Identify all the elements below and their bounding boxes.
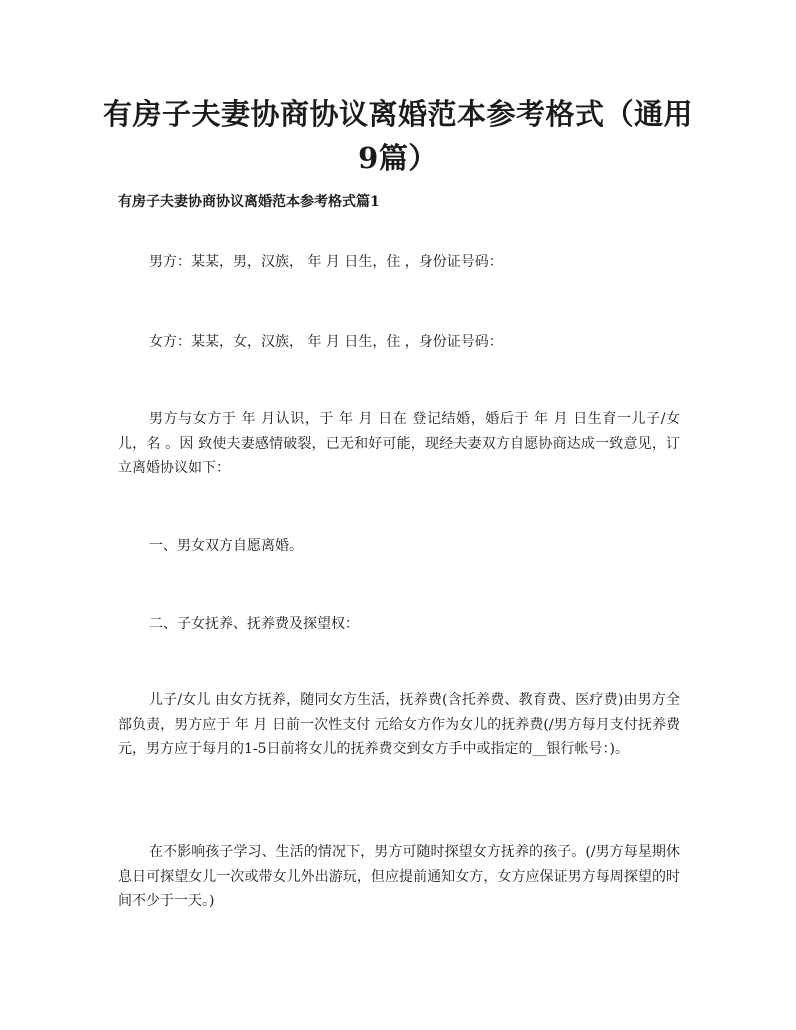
- paragraph-clause-1: 一、男女双方自愿离婚。: [149, 538, 303, 554]
- paragraph-visitation: 在不影响孩子学习、生活的情况下，男方可随时探望女方抚养的孩子。(/男方每星期休息日可探望女儿一次或带女儿外出游玩，但应提前通知女方，女方应保证男方每周探望的时间不少于一天。): [118, 844, 680, 909]
- paragraph-male-party: 男方：某某，男，汉族， 年 月 日生，住 ，身份证号码：: [149, 254, 503, 270]
- paragraph-marriage-background: 男方与女方于 年 月认识，于 年 月 日在 登记结婚，婚后于 年 月 日生育一儿子/女儿，名 。因 致使夫妻感情破裂，已无和好可能，现经夫妻双方自愿协商达成一致意见，订立离婚协议如下：: [118, 411, 680, 476]
- section-heading: 有房子夫妻协商协议离婚范本参考格式篇1: [118, 194, 380, 210]
- paragraph-clause-2: 二、子女抚养、抚养费及探望权：: [149, 616, 359, 632]
- document-title: 有房子夫妻协商协议离婚范本参考格式（通用9篇）: [102, 97, 693, 175]
- paragraph-female-party: 女方：某某，女，汉族， 年 月 日生，住 ，身份证号码：: [149, 334, 503, 350]
- paragraph-child-support: 儿子/女儿 由女方抚养，随同女方生活，抚养费(含托养费、教育费、医疗费)由男方全部负责，男方应于 年 月 日前一次性支付 元给女方作为女儿的抚养费(/男方每月支付抚养费 元，男方应于每月的1-5日前将女儿的抚养费交到女方手中或指定的__银行帐号：)。: [118, 692, 680, 757]
